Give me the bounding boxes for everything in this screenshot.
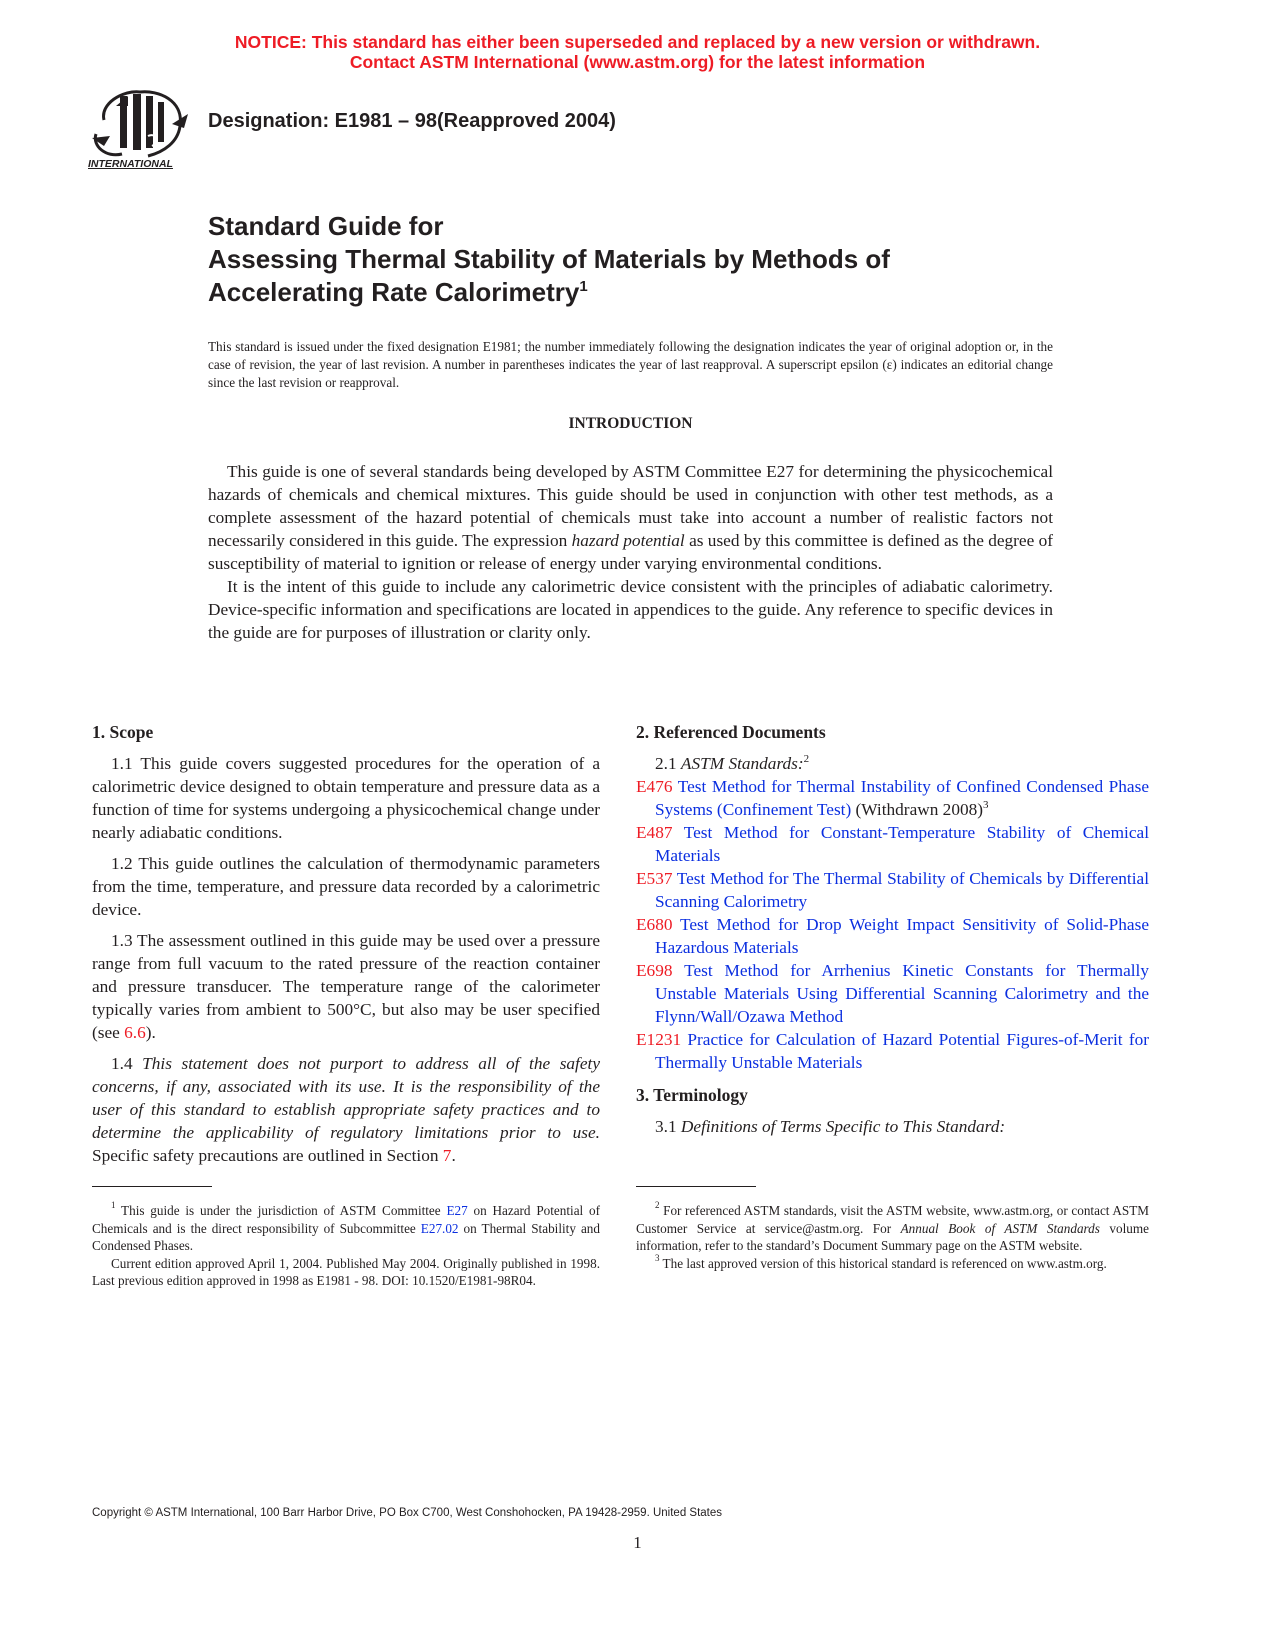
terminology-3-1 <box>636 1115 1149 1138</box>
standard-code-link[interactable]: E537 <box>636 869 673 888</box>
footnote-1 <box>92 1202 600 1255</box>
scope-1-3-end: ). <box>145 1023 156 1042</box>
referenced-standard-item <box>636 775 1149 821</box>
footnote-3-mark: 3 <box>655 1252 660 1263</box>
section-6-6-link[interactable]: 6.6 <box>124 1023 146 1042</box>
footnote-2-emphasis: Annual Book of ASTM Standards <box>900 1220 1100 1236</box>
title-line-2: Assessing Thermal Stability of Materials by Methods of <box>208 244 890 274</box>
footnote-3 <box>636 1252 1149 1273</box>
scope-1-3-text: 1.3 The assessment outlined in this guide may be used over a pressure range from full vacuum to the rated pressure of the reaction container and pressure transducer. The temperature range of the calorimeter typically varies from ambient to 500°C, but also may be user specified (see <box>92 931 600 1042</box>
standard-code-link[interactable]: E698 <box>636 961 673 980</box>
notice-line-1: NOTICE: This standard has either been superseded and replaced by a new version or withdrawn. <box>234 32 1041 52</box>
scope-1-4-number: 1.4 <box>111 1054 143 1073</box>
standard-footnote-mark: 3 <box>983 799 989 811</box>
footnote-2 <box>636 1202 1149 1255</box>
referenced-standard-item <box>636 821 1149 867</box>
title-line-1: Standard Guide for <box>208 211 444 241</box>
section-7-link[interactable]: 7 <box>442 1146 452 1165</box>
footnote-1-text-a: This guide is under the jurisdiction of ASTM Committee <box>115 1203 447 1218</box>
scope-1-2: 1.2 This guide outlines the calculation of thermodynamic parameters from the time, temperature, and pressure data recorded by a calorimetric device. <box>92 854 600 919</box>
title-footnote-mark: 1 <box>579 278 588 295</box>
scope-1-4 <box>92 1052 600 1167</box>
ref-sub-title: ASTM Standards: <box>680 754 804 773</box>
footnote-rule-left <box>92 1186 212 1187</box>
intro-p1-text-a: This guide is one of several standards being developed by ASTM Committee E27 for determining the physicochemical hazards of chemicals and chemical mixtures. This guide should be used in conjunction with other test methods, as a complete assessment of the hazard potential of chemicals must take into account a number of realistic factors not necessarily considered in this guide. The expression <box>208 462 1053 550</box>
standard-title-link[interactable]: Test Method for Thermal Instability of Confined Condensed Phase Systems (Confinement Test) <box>655 777 1149 819</box>
footnote-2-mark: 2 <box>655 1200 660 1210</box>
ref-sub-footnote-mark: 2 <box>803 753 810 765</box>
footnotes-right <box>636 1202 1149 1272</box>
standard-title-link[interactable]: Test Method for Drop Weight Impact Sensitivity of Solid-Phase Hazardous Materials <box>655 915 1149 957</box>
scope-1-3 <box>92 929 600 1044</box>
footnote-3-text: The last approved version of this historical standard is referenced on www.astm.org. <box>659 1255 1107 1271</box>
standard-code-link[interactable]: E476 <box>636 777 673 796</box>
right-column <box>636 721 1149 1138</box>
standard-code-link[interactable]: E487 <box>636 823 673 842</box>
astm-standards-subheading <box>636 752 1149 775</box>
scope-1-4-safety-statement: This statement does not purport to address all of the safety concerns, if any, associated with its use. It is the responsibility of the user of this standard to establish appropriate safety practices and to determine the applicability of regulatory limitations prior to use. <box>92 1054 601 1142</box>
referenced-standards-list <box>636 775 1149 1074</box>
left-column <box>92 721 600 1175</box>
copyright-line: Copyright © ASTM International, 100 Barr Harbor Drive, PO Box C700, West Conshohocken, PA 19428-2959. United States <box>92 1507 723 1519</box>
designation: Designation: E1981 – 98(Reapproved 2004) <box>208 110 616 132</box>
standard-title-link[interactable]: Practice for Calculation of Hazard Potential Figures-of-Merit for Thermally Unstable Materials <box>655 1030 1149 1072</box>
issue-note: This standard is issued under the fixed designation E1981; the number immediately following the designation indicates the year of original adoption or, in the case of revision, the year of last revision. A number in parentheses indicates the year of last reapproval. A superscript epsilon (ε) indicates an editorial change since the last revision or reapproval. <box>208 339 1053 390</box>
terminology-heading: 3. Terminology <box>636 1085 748 1105</box>
subcommittee-e27-02-link[interactable]: E27.02 <box>420 1220 459 1236</box>
scope-heading: 1. Scope <box>92 722 154 742</box>
introduction-paragraph-1 <box>208 460 1053 575</box>
withdrawal-notice <box>0 32 1275 72</box>
footnote-1-mark: 1 <box>111 1200 116 1210</box>
footnote-rule-right <box>636 1186 756 1187</box>
standard-code-link[interactable]: E680 <box>636 915 673 934</box>
footnote-1-edition: Current edition approved April 1, 2004. Published May 2004. Originally published in 1998. Last previous edition approved in 1998 as E1981 - 98. DOI: 10.1520/E1981-98R04. <box>92 1255 600 1288</box>
standard-withdrawn-note: (Withdrawn 2008) <box>851 800 983 819</box>
committee-e27-link[interactable]: E27 <box>446 1203 468 1218</box>
page-number: 1 <box>633 1533 642 1552</box>
intro-p1-emphasis: hazard potential <box>571 531 685 550</box>
scope-1-1: 1.1 This guide covers suggested procedures for the operation of a calorimetric device designed to obtain temperature and pressure data as a function of time for systems undergoing a physicochemical change under nearly adiabatic conditions. <box>92 754 600 842</box>
footnote-1-text-c: on Thermal Stability and Condensed Phases. <box>92 1220 600 1253</box>
scope-1-4-end: . <box>451 1146 456 1165</box>
title-line-3-text: Accelerating Rate Calorimetry <box>208 277 580 307</box>
standard-title-link[interactable]: Test Method for Arrhenius Kinetic Constants for Thermally Unstable Materials Using Differential Scanning Calorimetry and the Flynn/Wall/Ozawa Method <box>655 961 1149 1026</box>
footnote-2-text-a: For referenced ASTM standards, visit the ASTM website, www.astm.org, or contact ASTM Customer Service at service@astm.org. For <box>636 1203 1149 1236</box>
referenced-standard-item <box>636 913 1149 959</box>
referenced-standard-item <box>636 959 1149 1028</box>
introduction-heading: INTRODUCTION <box>568 415 693 432</box>
notice-line-2: Contact ASTM International (www.astm.org) for the latest information <box>349 52 926 72</box>
footnote-2-text-b: volume information, refer to the standard’s Document Summary page on the ASTM website. <box>636 1220 1149 1253</box>
standard-title-link[interactable]: Test Method for Constant-Temperature Stability of Chemical Materials <box>655 823 1149 865</box>
footnote-1-text-b: on Hazard Potential of Chemicals and is the direct responsibility of Subcommittee <box>92 1203 600 1236</box>
terminology-sub-title: Definitions of Terms Specific to This Standard: <box>680 1117 1006 1136</box>
referenced-standard-item <box>636 867 1149 913</box>
footnotes-left <box>92 1202 600 1290</box>
referenced-standard-item <box>636 1028 1149 1074</box>
terminology-sub-number: 3.1 <box>655 1117 681 1136</box>
ref-sub-number: 2.1 <box>655 754 681 773</box>
referenced-documents-heading: 2. Referenced Documents <box>636 722 826 742</box>
document-title <box>208 210 1188 309</box>
intro-p1-text-b: as used by this committee is defined as the degree of susceptibility of material to ignition or release of energy under varying environmental conditions. <box>208 531 1053 573</box>
scope-1-4-text: Specific safety precautions are outlined in Section <box>92 1146 443 1165</box>
astm-logo <box>88 86 200 176</box>
title-line-3 <box>208 276 1188 309</box>
standard-title-link[interactable]: Test Method for The Thermal Stability of Chemicals by Differential Scanning Calorimetry <box>655 869 1149 911</box>
introduction-paragraph-2: It is the intent of this guide to include any calorimetric device consistent with the principles of adiabatic calorimetry. Device-specific information and specifications are located in appendices to the guide. Any reference to specific devices in the guide are for purposes of illustration or clarity only. <box>208 577 1053 642</box>
logo-wordmark: INTERNATIONAL <box>88 158 173 170</box>
standard-code-link[interactable]: E1231 <box>636 1030 682 1049</box>
introduction-body <box>208 460 1053 644</box>
